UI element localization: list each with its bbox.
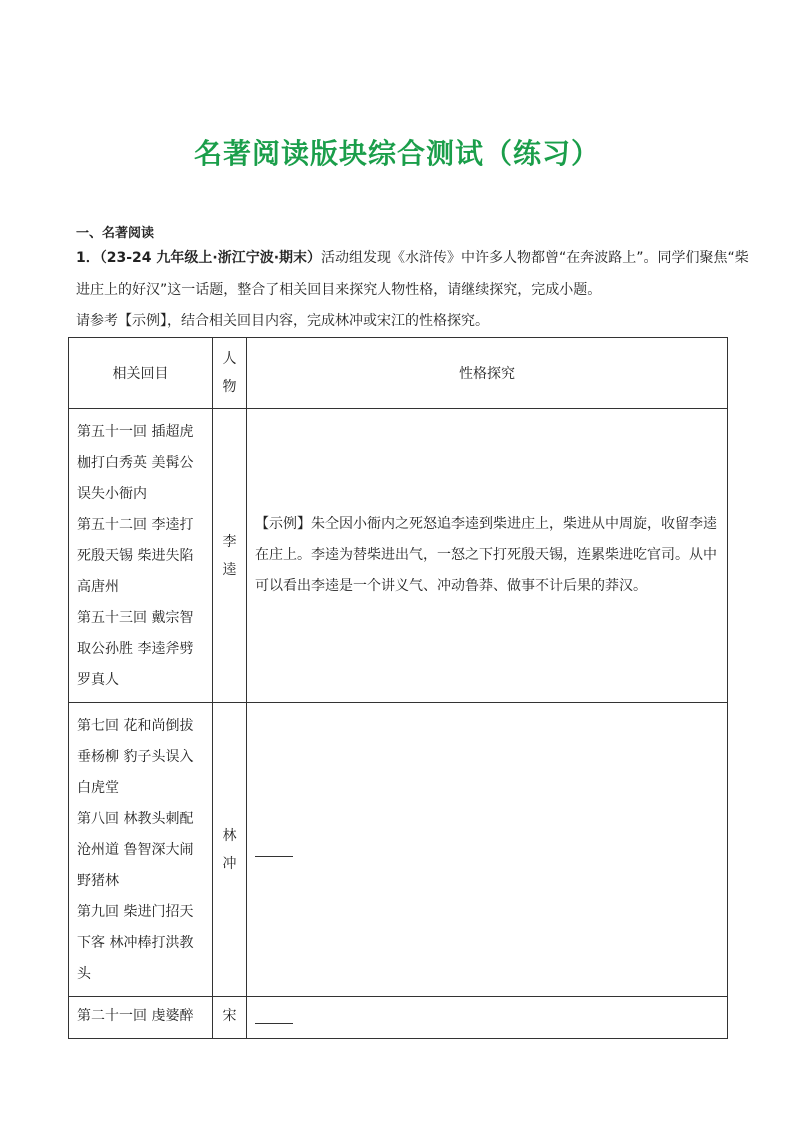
chapters-cell: [69, 703, 213, 997]
question-line-2: 进庄上的好汉”这一话题，整合了相关回目来探究人物性格，请继续探究，完成小题。: [76, 282, 602, 298]
chapter-line: 野猪林: [77, 873, 119, 889]
person-char: 冲: [222, 855, 237, 872]
answer-blank[interactable]: [255, 1009, 293, 1024]
question-number: 1．: [76, 250, 100, 266]
question-line-1: [76, 248, 749, 268]
chapter-line: 头: [77, 966, 91, 982]
person-cell: [213, 409, 247, 703]
chapter-line: 第五十一回 插超虎: [77, 424, 194, 440]
chapters-cell: [69, 997, 213, 1039]
example-analysis-cell: [247, 409, 728, 703]
chapter-line: 第二十一回 虔婆醉: [77, 1008, 194, 1024]
question-source: （23-24 九年级上·浙江宁波·期末）: [99, 250, 322, 266]
chapter-line: 下客 林冲棒打洪教: [77, 935, 194, 951]
chapter-line: 第八回 林教头刺配: [77, 811, 194, 827]
table-row: [69, 997, 728, 1039]
header-person-char: 人: [222, 351, 237, 367]
chapter-line: 第五十二回 李逵打: [77, 517, 194, 533]
chapter-line: 第五十三回 戴宗智: [77, 610, 194, 626]
example-line: 可以看出李逵是一个讲义气、冲动鲁莽、做事不计后果的莽汉。: [255, 578, 647, 594]
table-row: [69, 409, 728, 703]
answer-cell-linchong[interactable]: [247, 703, 728, 997]
header-analysis: 性格探究: [247, 338, 728, 409]
person-char: 宋: [222, 1008, 237, 1024]
answer-cell-songjiang[interactable]: [247, 997, 728, 1039]
header-chapters: 相关回目: [69, 338, 213, 409]
chapter-line: 第九回 柴进门招天: [77, 904, 194, 920]
person-char: 李: [222, 533, 237, 550]
header-person-char: 物: [222, 379, 237, 395]
person-cell: [213, 997, 247, 1039]
question-text-1: 活动组发现《水浒传》中许多人物都曾“在奔波路上”。同学们聚焦“柴: [321, 250, 749, 266]
chapter-line: 高唐州: [77, 579, 119, 595]
person-cell: [213, 703, 247, 997]
example-line: 【示例】朱仝因小衙内之死怒追李逵到柴进庄上，柴进从中周旋，收留李逵: [255, 516, 717, 532]
question-instruction: 请参考【示例】，结合相关回目内容，完成林冲或宋江的性格探究。: [76, 313, 489, 329]
table-row: [69, 703, 728, 997]
chapter-line: 枷打白秀英 美髯公: [77, 455, 194, 471]
example-line: 在庄上。李逵为替柴进出气，一怒之下打死殷天锡，连累柴进吃官司。从中: [255, 547, 717, 563]
chapter-line: 误失小衙内: [77, 486, 147, 502]
answer-blank[interactable]: [255, 842, 293, 857]
chapter-line: 第七回 花和尚倒拔: [77, 718, 194, 734]
person-char: 逵: [222, 561, 237, 578]
page-title: 名著阅读版块综合测试（练习）: [193, 137, 600, 170]
header-person: [213, 338, 247, 409]
chapter-line: 垂杨柳 豹子头误入: [77, 749, 194, 765]
chapter-line: 死殷天锡 柴进失陷: [77, 548, 194, 564]
person-char: 林: [222, 827, 237, 844]
character-analysis-table: [68, 337, 728, 1039]
chapters-cell: [69, 409, 213, 703]
table-header-row: [69, 338, 728, 409]
chapter-line: 取公孙胜 李逵斧劈: [77, 641, 194, 657]
chapter-line: 罗真人: [77, 672, 119, 688]
chapter-line: 白虎堂: [77, 780, 119, 796]
section-heading: 一、名著阅读: [76, 226, 155, 241]
chapter-line: 沧州道 鲁智深大闹: [77, 842, 194, 858]
